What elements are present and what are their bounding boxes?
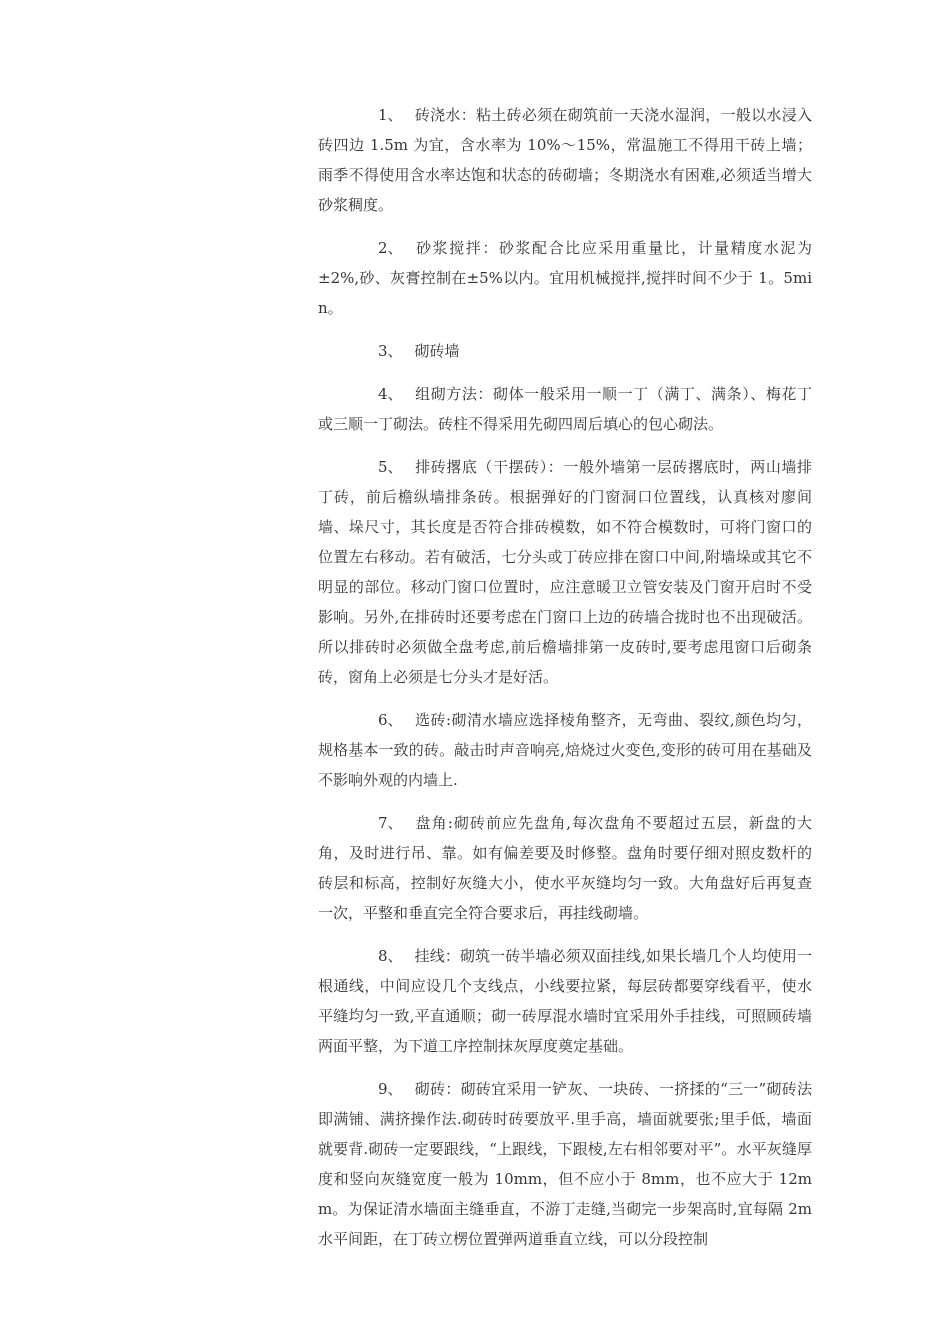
paragraph-text: 选砖:砌清水墙应选择棱角整齐，无弯曲、裂纹,颜色均匀，规格基本一致的砖。敲击时声音响亮,焙烧过火变色,变形的砖可用在基础及不影响外观的内墙上. [318, 711, 812, 789]
paragraph-7 [318, 808, 812, 928]
paragraph-9 [318, 1074, 812, 1254]
paragraph-6 [318, 705, 812, 795]
paragraph-number: 3、 [378, 342, 403, 360]
paragraph-text: 砌砖墙 [414, 342, 460, 360]
paragraph-number: 7、 [378, 814, 403, 832]
paragraph-text: 砌砖：砌砖宜采用一铲灰、一块砖、一挤揉的“三一”砌砖法即满铺、满挤操作法.砌砖时砖要放平.里手高，墙面就要张;里手低，墙面就要背.砌砖一定要跟线，“上跟线，下跟棱,左右相邻要对平”。水平灰缝厚度和竖向灰缝宽度一般为 10mm，但不应小于 8mm，也不应大于 12mm。为保证清水墙面主缝垂直，不游丁走缝,当砌完一步架高时,宜每隔 2m 水平间距，在丁砖立楞位置弹两道垂直立线，可以分段控制 [318, 1080, 812, 1248]
paragraph-8 [318, 941, 812, 1061]
paragraph-number: 2、 [378, 239, 403, 257]
paragraph-text: 组砌方法：砌体一般采用一顺一丁（满丁、满条）、梅花丁或三顺一丁砌法。砖柱不得采用先砌四周后填心的包心砌法。 [318, 385, 812, 433]
paragraph-4 [318, 379, 812, 439]
paragraph-number: 4、 [378, 385, 403, 403]
paragraph-text: 挂线：砌筑一砖半墙必须双面挂线,如果长墙几个人均使用一根通线，中间应设几个支线点，小线要拉紧，每层砖都要穿线看平，使水平缝均匀一致,平直通顺；砌一砖厚混水墙时宜采用外手挂线，可照顾砖墙两面平整，为下道工序控制抹灰厚度奠定基础。 [318, 947, 812, 1055]
paragraph-5 [318, 452, 812, 692]
paragraph-text: 排砖撂底（干摆砖）：一般外墙第一层砖撂底时，两山墙排丁砖，前后檐纵墙排条砖。根据弹好的门窗洞口位置线，认真核对廖间墙、垛尺寸，其长度是否符合排砖模数，如不符合模数时，可将门窗口的位置左右移动。若有破活，七分头或丁砖应排在窗口中间,附墙垛或其它不明显的部位。移动门窗口位置时，应注意暖卫立管安装及门窗开启时不受影响。另外,在排砖时还要考虑在门窗口上边的砖墙合拢时也不出现破活。所以排砖时必须做全盘考虑,前后檐墙排第一皮砖时,要考虑甩窗口后砌条砖，窗角上必须是七分头才是好活。 [318, 458, 812, 686]
paragraph-number: 6、 [378, 711, 403, 729]
paragraph-2 [318, 233, 812, 323]
paragraph-number: 1、 [378, 106, 403, 124]
paragraph-number: 9、 [378, 1080, 403, 1098]
paragraph-text: 砖浇水：粘土砖必须在砌筑前一天浇水湿润，一般以水浸入砖四边 1.5m 为宜，含水率为 10%～15%，常温施工不得用干砖上墙；雨季不得使用含水率达饱和状态的砖砌墙；冬期浇水有困难,必须适当增大砂浆稠度。 [318, 106, 812, 214]
paragraph-number: 5、 [378, 458, 403, 476]
document-body [318, 100, 812, 1267]
paragraph-text: 砂浆搅拌：砂浆配合比应采用重量比，计量精度水泥为±2%,砂、灰膏控制在±5%以内。宜用机械搅拌,搅拌时间不少于 1。5min。 [318, 239, 812, 317]
paragraph-1 [318, 100, 812, 220]
paragraph-3 [318, 336, 812, 366]
paragraph-text: 盘角:砌砖前应先盘角,每次盘角不要超过五层，新盘的大角，及时进行吊、靠。如有偏差要及时修整。盘角时要仔细对照皮数杆的砖层和标高，控制好灰缝大小，使水平灰缝均匀一致。大角盘好后再复查一次，平整和垂直完全符合要求后，再挂线砌墙。 [318, 814, 812, 922]
paragraph-number: 8、 [378, 947, 403, 965]
